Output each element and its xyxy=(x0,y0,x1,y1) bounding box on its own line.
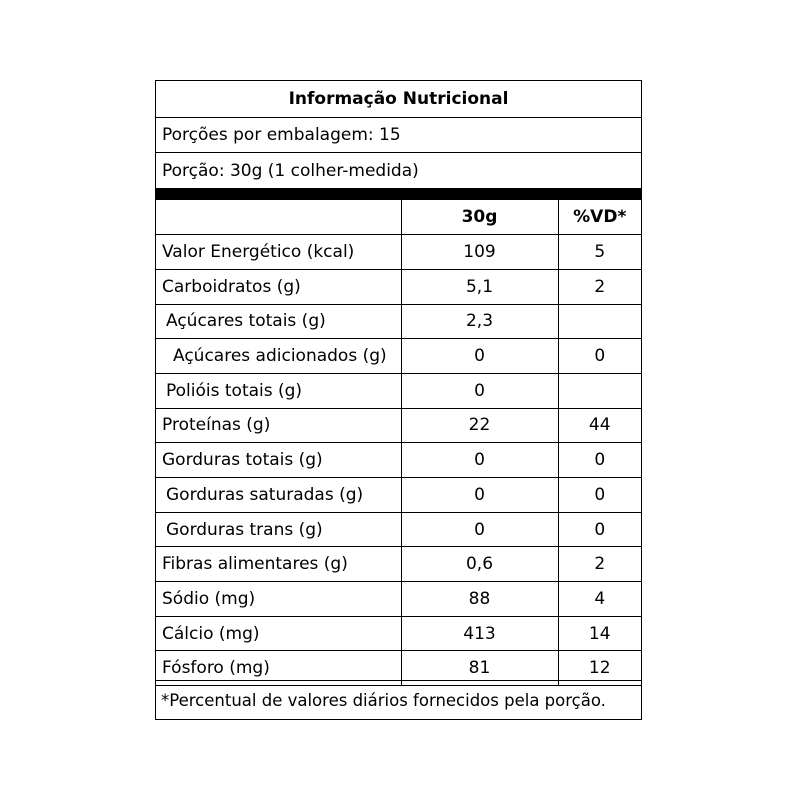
nutrient-name: Cálcio (mg) xyxy=(156,616,401,651)
portions-per-package: Porções por embalagem: 15 xyxy=(156,118,641,153)
table-header-row xyxy=(156,200,641,235)
nutrient-amount: 0 xyxy=(401,373,558,408)
table-row xyxy=(156,235,641,270)
nutrient-amount: 0 xyxy=(401,443,558,478)
nutrient-vd: 14 xyxy=(558,616,641,651)
nutrient-name: Gorduras totais (g) xyxy=(156,443,401,478)
nutrient-name: Proteínas (g) xyxy=(156,408,401,443)
table-row xyxy=(156,339,641,374)
nutrient-amount: 2,3 xyxy=(401,304,558,339)
footnote: *Percentual de valores diários fornecidos pela porção. xyxy=(156,680,641,719)
table-row xyxy=(156,443,641,478)
header-per-serving: 30g xyxy=(401,200,558,235)
nutrient-vd xyxy=(558,373,641,408)
nutrient-amount: 88 xyxy=(401,582,558,617)
nutrient-name: Fósforo (mg) xyxy=(156,651,401,686)
nutrient-amount: 109 xyxy=(401,235,558,270)
nutrient-name: Fibras alimentares (g) xyxy=(156,547,401,582)
nutrient-vd: 44 xyxy=(558,408,641,443)
nutrient-name: Açúcares adicionados (g) xyxy=(156,339,401,374)
nutrient-name: Açúcares totais (g) xyxy=(156,304,401,339)
nutrient-table xyxy=(156,200,641,686)
nutrient-vd: 2 xyxy=(558,547,641,582)
table-row xyxy=(156,304,641,339)
nutrient-name: Carboidratos (g) xyxy=(156,269,401,304)
nutrient-name: Sódio (mg) xyxy=(156,582,401,617)
nutrient-amount: 81 xyxy=(401,651,558,686)
nutrient-amount: 5,1 xyxy=(401,269,558,304)
nutrient-vd: 4 xyxy=(558,582,641,617)
nutrient-amount: 0 xyxy=(401,512,558,547)
header-daily-value: %VD* xyxy=(558,200,641,235)
table-row xyxy=(156,408,641,443)
nutrient-amount: 22 xyxy=(401,408,558,443)
table-row xyxy=(156,373,641,408)
nutrient-vd: 0 xyxy=(558,339,641,374)
nutrient-name: Polióis totais (g) xyxy=(156,373,401,408)
nutrient-vd xyxy=(558,304,641,339)
table-row xyxy=(156,269,641,304)
nutrition-facts-panel xyxy=(155,80,642,720)
serving-size: Porção: 30g (1 colher-medida) xyxy=(162,160,419,181)
header-blank xyxy=(156,200,401,235)
nutrient-vd: 2 xyxy=(558,269,641,304)
nutrient-vd: 12 xyxy=(558,651,641,686)
table-row xyxy=(156,616,641,651)
nutrient-vd: 5 xyxy=(558,235,641,270)
nutrient-vd: 0 xyxy=(558,443,641,478)
nutrient-name: Valor Energético (kcal) xyxy=(156,235,401,270)
panel-title: Informação Nutricional xyxy=(156,81,641,118)
nutrient-name: Gorduras saturadas (g) xyxy=(156,478,401,513)
nutrient-amount: 0 xyxy=(401,478,558,513)
nutrient-vd: 0 xyxy=(558,478,641,513)
nutrient-name: Gorduras trans (g) xyxy=(156,512,401,547)
thick-divider xyxy=(156,188,641,200)
table-row xyxy=(156,547,641,582)
table-row xyxy=(156,512,641,547)
table-row xyxy=(156,478,641,513)
nutrient-amount: 0,6 xyxy=(401,547,558,582)
nutrient-amount: 0 xyxy=(401,339,558,374)
table-row xyxy=(156,582,641,617)
nutrient-vd: 0 xyxy=(558,512,641,547)
nutrient-amount: 413 xyxy=(401,616,558,651)
